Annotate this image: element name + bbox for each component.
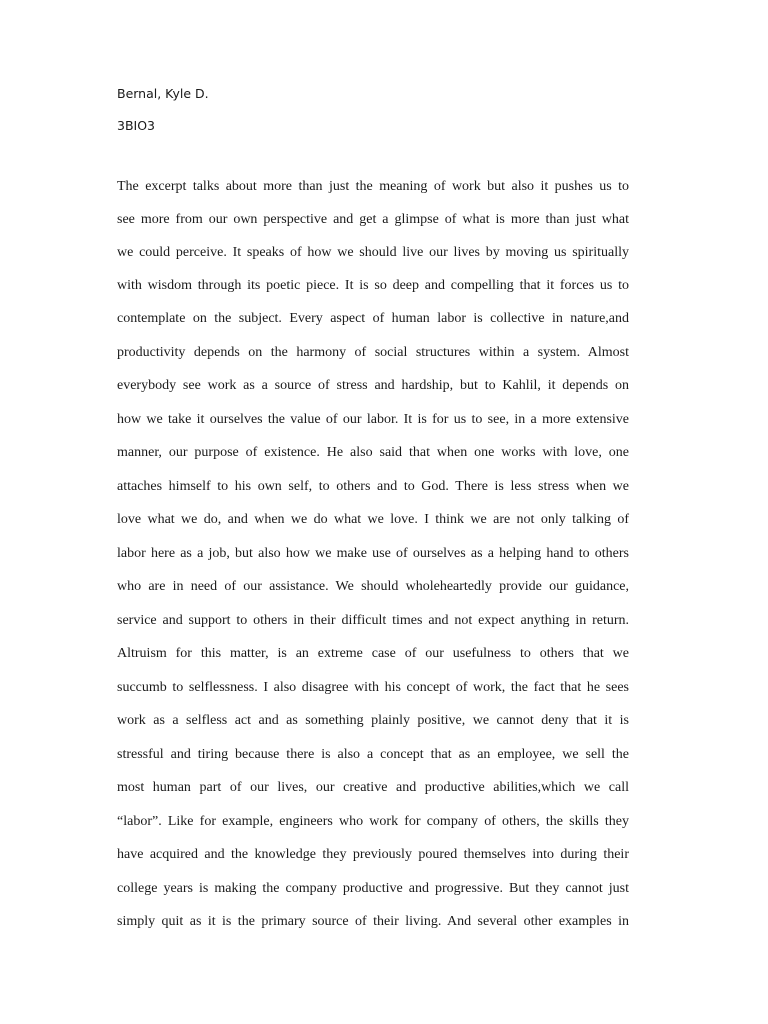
paragraph-line: everybody see work as a source of stress and hardship, but to Kahlil, it depends on [117,378,629,393]
paragraph-line: stressful and tiring because there is also a concept that as an employee, we sell the [117,747,629,762]
paragraph-line: The excerpt talks about more than just the meaning of work but also it pushes us to [117,179,629,194]
paragraph-line: service and support to others in their difficult times and not expect anything in return. [117,613,629,628]
author-name: Bernal, Kyle D. [117,86,209,101]
paragraph-line: “labor”. Like for example, engineers who work for company of others, the skills they [117,814,629,829]
paragraph-line: love what we do, and when we do what we love. I think we are not only talking of [117,512,629,527]
paragraph-line: see more from our own perspective and get a glimpse of what is more than just what [117,212,629,227]
paragraph-line: with wisdom through its poetic piece. It is so deep and compelling that it forces us to [117,278,629,293]
course-code: 3BIO3 [117,118,156,133]
paragraph-line: succumb to selflessness. I also disagree with his concept of work, the fact that he sees [117,680,629,695]
paragraph-line: work as a selfless act and as something plainly positive, we cannot deny that it is [117,713,629,728]
paragraph-line: who are in need of our assistance. We should wholeheartedly provide our guidance, [117,579,629,594]
paragraph-line: have acquired and the knowledge they previously poured themselves into during their [117,847,629,862]
paragraph-line: Altruism for this matter, is an extreme case of our usefulness to others that we [117,646,629,661]
paragraph-line: attaches himself to his own self, to others and to God. There is less stress when we [117,479,629,494]
paragraph-line: contemplate on the subject. Every aspect of human labor is collective in nature,and [117,311,629,326]
paragraph-line: we could perceive. It speaks of how we should live our lives by moving us spiritually [117,245,629,260]
paragraph-line: labor here as a job, but also how we make use of ourselves as a helping hand to others [117,546,629,561]
paragraph-line: simply quit as it is the primary source of their living. And several other examples in [117,914,629,929]
paragraph-line: productivity depends on the harmony of social structures within a system. Almost [117,345,629,360]
paragraph-line: how we take it ourselves the value of our labor. It is for us to see, in a more extensive [117,412,629,427]
paragraph-line: college years is making the company productive and progressive. But they cannot just [117,881,629,896]
paragraph-line: manner, our purpose of existence. He also said that when one works with love, one [117,445,629,460]
paragraph-line: most human part of our lives, our creative and productive abilities,which we call [117,780,629,795]
